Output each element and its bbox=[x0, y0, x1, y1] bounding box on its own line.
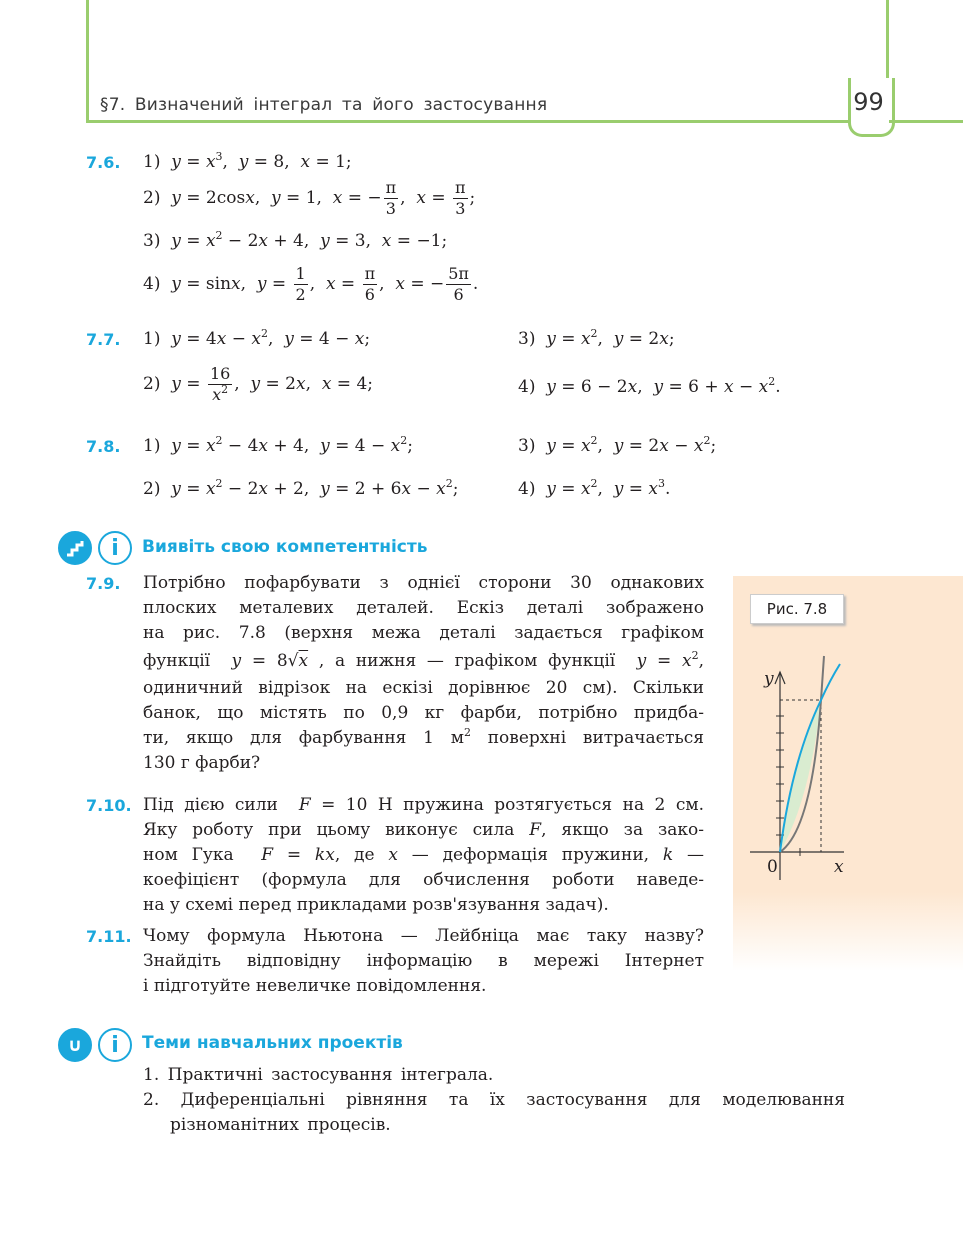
exercise-number-7-11: 7.11. bbox=[86, 927, 132, 946]
exercise-7-8-item-4: 4) $y = x^2$, $y = x^3$. bbox=[518, 477, 671, 499]
exercise-number-7-7: 7.7. bbox=[86, 330, 121, 349]
header-frame-left bbox=[86, 0, 89, 122]
competence-heading: Виявіть свою компетентність bbox=[142, 537, 428, 557]
projects-list bbox=[143, 1063, 845, 1138]
list-item: різноманітних процесів. bbox=[170, 1115, 391, 1135]
text-line: 130 г фарби? bbox=[143, 753, 261, 773]
exercise-7-7-item-1: 1) $y = 4x - x^2$, y = 4 − x; bbox=[143, 327, 371, 349]
text-line: банок, що містять по 0,9 кг фарби, потрібно придба- bbox=[143, 703, 704, 723]
info-icon: i bbox=[98, 531, 132, 565]
header-frame-bottom bbox=[86, 120, 889, 123]
exercise-7-7-item-3: 3) $y = x^2$, y = 2x; bbox=[518, 327, 675, 349]
text-line: функції y = 8√x , а нижня — графіком функції $y = x^2$, bbox=[143, 649, 704, 671]
exercise-7-6-item-3: 3) $y = x^2 - 2x + 4$, y = 3, x = −1; bbox=[143, 229, 448, 251]
text-line: на у схемі перед прикладами розв'язування задач). bbox=[143, 895, 609, 915]
exercise-7-7-item-2: 2) y = $\frac{16}{x^2}$ , y = 2x, x = 4; bbox=[143, 364, 374, 404]
stairs-icon bbox=[58, 531, 92, 565]
origin-label: 0 bbox=[767, 857, 778, 877]
exercise-7-7-item-4: 4) y = 6 − 2x, $y = 6 + x - x^2$. bbox=[518, 375, 781, 397]
text-line: і підготуйте невеличке повідомлення. bbox=[143, 976, 487, 996]
text-line: Потрібно пофарбувати з однієї сторони 30 однакових bbox=[143, 573, 704, 593]
info-icon: i bbox=[98, 1028, 132, 1062]
list-item: 1. Практичні застосування інтеграла. bbox=[143, 1065, 494, 1085]
exercise-number-7-10: 7.10. bbox=[86, 796, 132, 815]
text-line: Чому формула Ньютона — Лейбніца має таку назву? bbox=[143, 926, 704, 946]
exercise-7-9-text bbox=[143, 571, 704, 776]
exercise-number-7-9: 7.9. bbox=[86, 574, 121, 593]
y-axis-label: y bbox=[764, 669, 774, 689]
text-line: ном Гука F = kx, де x — деформація пружини, k — bbox=[143, 845, 704, 865]
header-frame-right bbox=[886, 0, 889, 80]
list-item: 2. Диференціальні рівняння та їх застосування для моделювання bbox=[143, 1090, 845, 1110]
exercise-7-8-item-3: 3) $y = x^2$, $y = 2x - x^2$; bbox=[518, 434, 717, 456]
exercise-7-8-item-1: 1) $y = x^2 - 4x + 4$, $y = 4 - x^2$; bbox=[143, 434, 413, 456]
figure-label: Рис. 7.8 bbox=[750, 594, 844, 624]
union-icon: ∪ bbox=[58, 1028, 92, 1062]
exercise-7-11-text bbox=[143, 924, 704, 999]
text-line: Знайдіть відповідну інформацію в мережі Інтернет bbox=[143, 951, 704, 971]
exercise-7-6-item-4: 4) y = sinx, y = $\frac{1}{2}$ , x = $\frac{\pi}{6}$ , x = − $\frac{5\pi}{6}$ . bbox=[143, 264, 479, 304]
text-line: коефіцієнт (формула для обчислення роботи наведе- bbox=[143, 870, 704, 890]
area-between-curves bbox=[780, 700, 821, 852]
projects-heading: Теми навчальних проектів bbox=[142, 1033, 403, 1053]
text-line: плоских металевих деталей. Ескіз деталі зображено bbox=[143, 598, 704, 618]
text-line: ти, якщо для фарбування 1 $м^2$ поверхні витрачається bbox=[143, 726, 705, 748]
section-title: §7. Визначений інтеграл та його застосування bbox=[100, 95, 548, 115]
exercise-7-10-text bbox=[143, 793, 704, 918]
text-line: одиничний відрізок на ескізі дорівнює 20 см). Скільки bbox=[143, 678, 704, 698]
exercise-7-6-item-1: 1) $y = x^3$, y = 8, x = 1; bbox=[143, 150, 352, 172]
text-line: Яку роботу при цьому виконує сила F, якщо за зако- bbox=[143, 820, 704, 840]
x-axis-label: x bbox=[834, 857, 844, 877]
page-number: 99 bbox=[853, 88, 884, 116]
exercise-7-6-item-2: 2) y = 2cosx, y = 1, x = − $\frac{\pi}{3}$ , x = $\frac{\pi}{3}$ ; bbox=[143, 178, 476, 218]
text-line: Під дією сили F = 10 Н пружина розтягується на 2 см. bbox=[143, 795, 704, 815]
exercise-7-8-item-2: 2) $y = x^2 - 2x + 2$, $y = 2 + 6x - x^2$; bbox=[143, 477, 459, 499]
figure-7-8 bbox=[740, 640, 940, 885]
text-line: на рис. 7.8 (верхня межа деталі задається графіком bbox=[143, 623, 704, 643]
header-frame-tail bbox=[889, 120, 963, 123]
exercise-number-7-6: 7.6. bbox=[86, 153, 121, 172]
exercise-number-7-8: 7.8. bbox=[86, 437, 121, 456]
